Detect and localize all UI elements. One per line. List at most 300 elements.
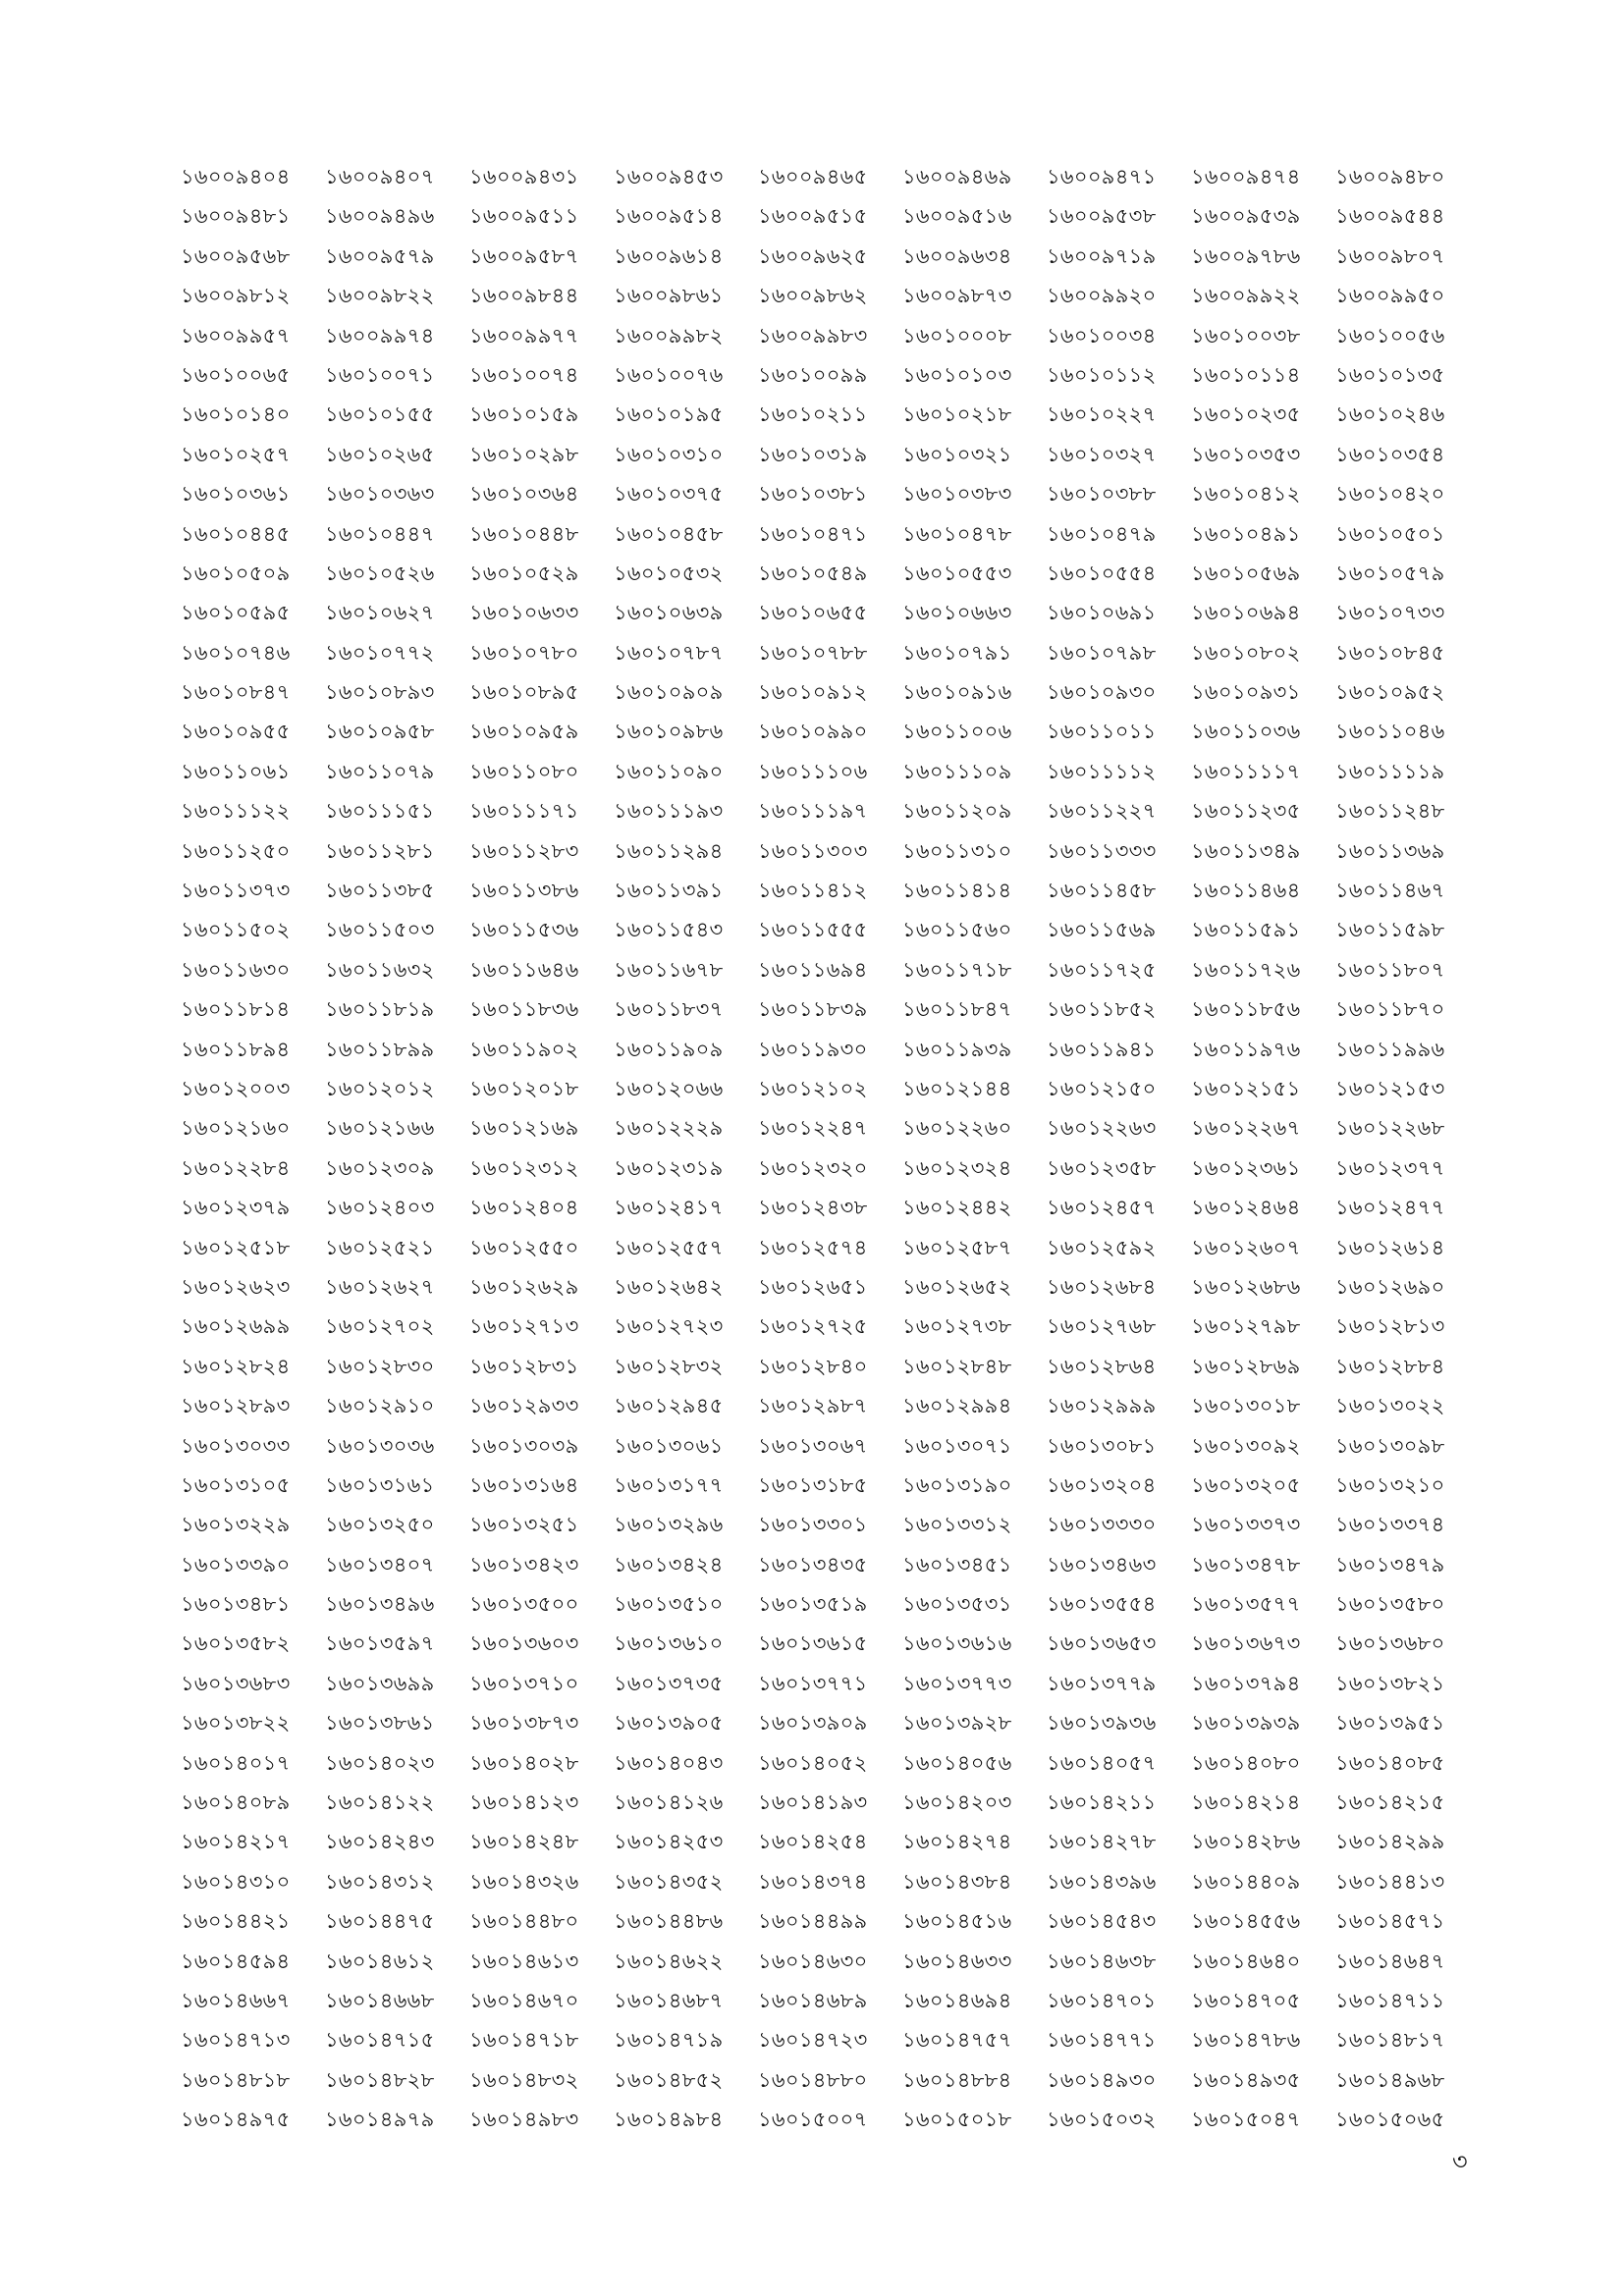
- roll-number-cell: ১৬০১৪৪৮০: [469, 1909, 579, 1934]
- roll-number-cell: ১৬০১২৮১৩: [1335, 1314, 1445, 1339]
- roll-number-cell: ১৬০১০২১৮: [902, 402, 1012, 427]
- roll-number-cell: ১৬০১০৯৫৮: [325, 720, 435, 744]
- roll-number-cell: ১৬০১০৫৪৯: [758, 561, 868, 585]
- roll-number-cell: ১৬০০৯৫১৫: [758, 204, 868, 229]
- roll-number-cell: ১৬০১৩১৮৫: [758, 1472, 868, 1497]
- roll-number-cell: ১৬০১১৫৯১: [1191, 918, 1301, 942]
- roll-number-cell: ১৬০১১৫৯৮: [1335, 918, 1445, 942]
- roll-number-cell: ১৬০১৪১২৬: [614, 1790, 724, 1815]
- roll-number-cell: ১৬০১১৬৩০: [181, 957, 291, 982]
- roll-number-cell: ১৬০১৪৭০১: [1047, 1988, 1157, 2012]
- roll-number-cell: ১৬০১২১৫১: [1191, 1076, 1301, 1100]
- roll-number-cell: ১৬০১১৭২৫: [1047, 957, 1157, 982]
- roll-number-cell: ১৬০১০৭৮০: [469, 640, 579, 665]
- roll-number-cell: ১৬০১০৫৬৯: [1191, 561, 1301, 585]
- roll-number-cell: ১৬০১৪১২২: [325, 1790, 435, 1815]
- roll-number-cell: ১৬০১৩৫৩১: [902, 1592, 1012, 1617]
- roll-number-cell: ১৬০১৩৬১৫: [758, 1631, 868, 1656]
- roll-number-cell: ১৬০১৩০১৮: [1191, 1394, 1301, 1418]
- roll-number-cell: ১৬০১৩৬৫৩: [1047, 1631, 1157, 1656]
- roll-number-cell: ১৬০১৪০৫২: [758, 1750, 868, 1775]
- roll-number-cell: ১৬০১১২৮৩: [469, 838, 579, 863]
- roll-number-cell: ১৬০১২৪৩৮: [758, 1196, 868, 1220]
- roll-number-cell: ১৬০১৪২১১: [1047, 1790, 1157, 1815]
- roll-number-cell: ১৬০১৪৮৮০: [758, 2067, 868, 2092]
- roll-number-cell: ১৬০১২১০২: [758, 1076, 868, 1100]
- roll-number-cell: ১৬০১১৩০৩: [758, 838, 868, 863]
- roll-number-cell: ১৬০১৪৮১৮: [181, 2067, 291, 2092]
- roll-number-cell: ১৬০১৪১২৩: [469, 1790, 579, 1815]
- roll-number-cell: ১৬০১২৪০৪: [469, 1196, 579, 1220]
- roll-number-cell: ১৬০১২৯৩৩: [469, 1394, 579, 1418]
- roll-number-cell: ১৬০১১৮৩৭: [614, 997, 724, 1022]
- roll-number-cell: ১৬০১২৭৯৮: [1191, 1314, 1301, 1339]
- roll-number-cell: ১৬০১০২৯৮: [469, 442, 579, 466]
- roll-number-cell: ১৬০১০০৭৪: [469, 362, 579, 387]
- roll-number-cell: ১৬০১৪২৫৩: [614, 1830, 724, 1854]
- roll-number-cell: ১৬০১১৮৫২: [1047, 997, 1157, 1022]
- roll-number-cell: ১৬০১৩১০৫: [181, 1472, 291, 1497]
- roll-number-cell: ১৬০১৩১৭৭: [614, 1472, 724, 1497]
- roll-number-cell: ১৬০১৩৬৯৯: [325, 1671, 435, 1695]
- roll-number-cell: ১৬০১২৩২০: [758, 1155, 868, 1180]
- roll-number-cell: ১৬০১০৫৩২: [614, 561, 724, 585]
- roll-number-cell: ১৬০১৫০৪৭: [1191, 2108, 1301, 2132]
- roll-number-cell: ১৬০১৪২১৫: [1335, 1790, 1445, 1815]
- roll-number-cell: ১৬০১০৭৪৬: [181, 640, 291, 665]
- roll-number-cell: ১৬০১৪৬৩৩: [902, 1949, 1012, 1973]
- roll-number-cell: ১৬০১৩২৯৬: [614, 1513, 724, 1537]
- roll-number-cell: ১৬০১১৯৩৯: [902, 1037, 1012, 1061]
- roll-number-cell: ১৬০১২৯৯৪: [902, 1394, 1012, 1418]
- roll-number-cell: ১৬০১০৮৪৫: [1335, 640, 1445, 665]
- roll-number-cell: ১৬০১০৭৮৭: [614, 640, 724, 665]
- roll-number-cell: ১৬০১১০১১: [1047, 720, 1157, 744]
- roll-number-cell: ১৬০১২৮৪৮: [902, 1354, 1012, 1378]
- roll-number-cell: ১৬০১০৯৯০: [758, 720, 868, 744]
- roll-number-cell: ১৬০১১২০৯: [902, 799, 1012, 824]
- roll-number-cell: ১৬০১৩৯০৫: [614, 1711, 724, 1735]
- roll-number-cell: ১৬০১২২৬৩: [1047, 1116, 1157, 1141]
- roll-number-cell: ১৬০১৩৪৫১: [902, 1552, 1012, 1576]
- roll-number-cell: ১৬০১৩৫৮২: [181, 1631, 291, 1656]
- roll-number-cell: ১৬০১১৮৯৯: [325, 1037, 435, 1061]
- roll-number-cell: ১৬০১০৮৪৭: [181, 680, 291, 705]
- roll-number-cell: ১৬০১৪২৫৪: [758, 1830, 868, 1854]
- roll-number-grid: [181, 157, 1477, 2140]
- roll-number-cell: ১৬০১৪৬২২: [614, 1949, 724, 1973]
- roll-number-cell: ১৬০১৪৪৮৬: [614, 1909, 724, 1934]
- roll-number-cell: ১৬০১২৬৯০: [1335, 1274, 1445, 1299]
- roll-number-cell: ১৬০১২৫৯২: [1047, 1235, 1157, 1259]
- roll-number-cell: ১৬০১২২৪৭: [758, 1116, 868, 1141]
- roll-number-cell: ১৬০১১১৯৭: [758, 799, 868, 824]
- roll-number-cell: ১৬০১০০৭১: [325, 362, 435, 387]
- roll-number-cell: ১৬০১০৫০৯: [181, 561, 291, 585]
- roll-number-cell: ১৬০১১৩৩৩: [1047, 838, 1157, 863]
- roll-number-cell: ১৬০১১৫৫৫: [758, 918, 868, 942]
- roll-number-cell: ১৬০১২৮৩১: [469, 1354, 579, 1378]
- roll-number-cell: ১৬০১৩৯২৮: [902, 1711, 1012, 1735]
- roll-number-cell: ১৬০০৯৯২০: [1047, 284, 1157, 308]
- roll-number-cell: ১৬০১৩১৯০: [902, 1472, 1012, 1497]
- roll-number-cell: ১৬০১১৮৫৬: [1191, 997, 1301, 1022]
- roll-number-cell: ১৬০১৪৭১১: [1335, 1988, 1445, 2012]
- roll-number-cell: ১৬০০৯৫৩৯: [1191, 204, 1301, 229]
- roll-number-cell: ১৬০১২২৬৮: [1335, 1116, 1445, 1141]
- roll-number-cell: ১৬০১০৭৭২: [325, 640, 435, 665]
- roll-number-cell: ১৬০১০৫২৬: [325, 561, 435, 585]
- roll-number-cell: ১৬০১৪২০৩: [902, 1790, 1012, 1815]
- roll-number-cell: ১৬০১০৬৯৪: [1191, 601, 1301, 625]
- roll-number-cell: ১৬০১১৩৮৬: [469, 879, 579, 903]
- roll-number-cell: ১৬০১২০৬৬: [614, 1076, 724, 1100]
- roll-number-cell: ১৬০১০৪৭৯: [1047, 521, 1157, 546]
- roll-number-cell: ১৬০১৩৪৭৯: [1335, 1552, 1445, 1576]
- roll-number-cell: ১৬০১২৬৫১: [758, 1274, 868, 1299]
- roll-number-cell: ১৬০১১৬৯৪: [758, 957, 868, 982]
- roll-number-cell: ১৬০১২৮৩০: [325, 1354, 435, 1378]
- roll-number-cell: ১৬০০৯৮১২: [181, 284, 291, 308]
- roll-number-cell: ১৬০০৯৯৮২: [614, 323, 724, 347]
- roll-number-cell: ১৬০১৩৬৮৩: [181, 1671, 291, 1695]
- roll-number-cell: ১৬০১১২৩৫: [1191, 799, 1301, 824]
- roll-number-cell: ১৬০১৩০৯৮: [1335, 1433, 1445, 1458]
- roll-number-cell: ১৬০০৯৪০৪: [181, 165, 291, 188]
- roll-number-cell: ১৬০১০১১২: [1047, 362, 1157, 387]
- roll-number-cell: ১৬০০৯৫৬৮: [181, 243, 291, 268]
- roll-number-cell: ১৬০১৩৭৯৪: [1191, 1671, 1301, 1695]
- roll-number-cell: ১৬০১০৪৫৮: [614, 521, 724, 546]
- roll-number-cell: ১৬০১১৯৪১: [1047, 1037, 1157, 1061]
- roll-number-cell: ১৬০১৩৮২১: [1335, 1671, 1445, 1695]
- roll-number-cell: ১৬০১০৩৬৪: [469, 482, 579, 507]
- roll-number-cell: ১৬০১৩৫৯৭: [325, 1631, 435, 1656]
- roll-number-cell: ১৬০১৪৫৯৪: [181, 1949, 291, 1973]
- roll-number-cell: ১৬০১২৭১৩: [469, 1314, 579, 1339]
- roll-number-cell: ১৬০১৪২৪৩: [325, 1830, 435, 1854]
- roll-number-cell: ১৬০১০১৫৯: [469, 402, 579, 427]
- roll-number-cell: ১৬০১৪৪০৯: [1191, 1869, 1301, 1894]
- roll-number-cell: ১৬০১৩২০৪: [1047, 1472, 1157, 1497]
- roll-number-cell: ১৬০০৯৫৮৭: [469, 243, 579, 268]
- roll-number-cell: ১৬০১০৮৯৫: [469, 680, 579, 705]
- roll-number-cell: ১৬০১৩৮৬১: [325, 1711, 435, 1735]
- roll-number-cell: ১৬০১৪৯৭৫: [181, 2108, 291, 2132]
- roll-number-cell: ১৬০১২৮৩২: [614, 1354, 724, 1378]
- roll-number-cell: ১৬০১২৩৭৯: [181, 1196, 291, 1220]
- roll-number-cell: ১৬০১০৯১২: [758, 680, 868, 705]
- roll-number-cell: ১৬০১৪৩৫২: [614, 1869, 724, 1894]
- roll-number-cell: ১৬০১০৭৯৮: [1047, 640, 1157, 665]
- roll-number-cell: ১৬০১১৩৭৩: [181, 879, 291, 903]
- roll-number-cell: ১৬০১৪৯৩০: [1047, 2067, 1157, 2092]
- roll-number-cell: ১৬০১২৮৪০: [758, 1354, 868, 1378]
- roll-number-cell: ১৬০১৪৭১৮: [469, 2028, 579, 2053]
- roll-number-cell: ১৬০১১৩৬৯: [1335, 838, 1445, 863]
- roll-number-cell: ১৬০১২৯৪৫: [614, 1394, 724, 1418]
- roll-number-cell: ১৬০১৪৩১০: [181, 1869, 291, 1894]
- roll-number-cell: ১৬০১০০৬৫: [181, 362, 291, 387]
- roll-number-cell: ১৬০১২৩৭৭: [1335, 1155, 1445, 1180]
- roll-number-cell: ১৬০১১৬৭৮: [614, 957, 724, 982]
- roll-number-cell: ১৬০১৩৯০৯: [758, 1711, 868, 1735]
- roll-number-cell: ১৬০১২৩০৯: [325, 1155, 435, 1180]
- roll-number-cell: ১৬০১০৭৯১: [902, 640, 1012, 665]
- roll-number-cell: ১৬০১৪৩১২: [325, 1869, 435, 1894]
- roll-number-cell: ১৬০১০৩৮৩: [902, 482, 1012, 507]
- roll-number-cell: ১৬০০৯৮২২: [325, 284, 435, 308]
- roll-number-cell: ১৬০১২৯১০: [325, 1394, 435, 1418]
- roll-number-cell: ১৬০১১৩১০: [902, 838, 1012, 863]
- roll-number-cell: ১৬০১১৩৮৫: [325, 879, 435, 903]
- roll-number-cell: ১৬০১৩৩৯০: [181, 1552, 291, 1576]
- roll-number-cell: ১৬০১০৩৬১: [181, 482, 291, 507]
- roll-number-cell: ১৬০১১৮৭০: [1335, 997, 1445, 1022]
- roll-number-cell: ১৬০১৩১৬৪: [469, 1472, 579, 1497]
- roll-number-cell: ১৬০১২৭২৩: [614, 1314, 724, 1339]
- roll-number-cell: ১৬০১১২৫০: [181, 838, 291, 863]
- roll-number-cell: ১৬০১৪৮৩২: [469, 2067, 579, 2092]
- roll-number-cell: ১৬০১৪৬১২: [325, 1949, 435, 1973]
- roll-number-cell: ১৬০১০৬৫৫: [758, 601, 868, 625]
- roll-number-cell: ১৬০১১৮৩৬: [469, 997, 579, 1022]
- roll-number-cell: ১৬০১১১১২: [1047, 759, 1157, 783]
- roll-number-cell: ১৬০১৩৪২৪: [614, 1552, 724, 1576]
- roll-number-cell: ১৬০১২৫৫৭: [614, 1235, 724, 1259]
- roll-number-cell: ১৬০১৩৭৭১: [758, 1671, 868, 1695]
- roll-number-cell: ১৬০১২৩১৯: [614, 1155, 724, 1180]
- roll-number-cell: ১৬০১১৫৬০: [902, 918, 1012, 942]
- roll-number-cell: ১৬০১৩৪৯৬: [325, 1592, 435, 1617]
- roll-number-cell: ১৬০১১৪৬৭: [1335, 879, 1445, 903]
- roll-number-cell: ১৬০০৯৯৫৭: [181, 323, 291, 347]
- roll-number-cell: ১৬০০৯৪৭৪: [1191, 165, 1301, 188]
- roll-number-cell: ১৬০০৯৮৬২: [758, 284, 868, 308]
- roll-number-cell: ১৬০১৩৪২৩: [469, 1552, 579, 1576]
- roll-number-cell: ১৬০১৪৬৭০: [469, 1988, 579, 2012]
- roll-number-cell: ১৬০১৪৩৭৪: [758, 1869, 868, 1894]
- roll-number-cell: ১৬০১৩২২৯: [181, 1513, 291, 1537]
- roll-number-cell: ১৬০০৯৭৮৬: [1191, 243, 1301, 268]
- roll-number-cell: ১৬০১৪৮১৭: [1335, 2028, 1445, 2053]
- roll-number-cell: ১৬০১৪৪২১: [181, 1909, 291, 1934]
- roll-number-cell: ১৬০১৪০৫৬: [902, 1750, 1012, 1775]
- roll-number-cell: ১৬০০৯৯৮৩: [758, 323, 868, 347]
- roll-number-cell: ১৬০১৩২৫০: [325, 1513, 435, 1537]
- roll-number-cell: ১৬০১২৩৫৮: [1047, 1155, 1157, 1180]
- roll-number-cell: ১৬০১৪৬৪০: [1191, 1949, 1301, 1973]
- roll-number-cell: ১৬০১০৩৫৩: [1191, 442, 1301, 466]
- roll-number-cell: ১৬০১২৮৮৪: [1335, 1354, 1445, 1378]
- roll-number-cell: ১৬০১৪৬৮৯: [758, 1988, 868, 2012]
- roll-number-cell: ১৬০১০০৩৮: [1191, 323, 1301, 347]
- roll-number-cell: ১৬০১৪৯৭৯: [325, 2108, 435, 2132]
- roll-number-cell: ১৬০১২৫৮৭: [902, 1235, 1012, 1259]
- roll-number-cell: ১৬০১০১৯৫: [614, 402, 724, 427]
- roll-number-cell: ১৬০১০৪৯১: [1191, 521, 1301, 546]
- roll-number-cell: ১৬০১৩৪৭৮: [1191, 1552, 1301, 1576]
- roll-number-cell: ১৬০১০১৫৫: [325, 402, 435, 427]
- roll-number-cell: ১৬০১৩০৮১: [1047, 1433, 1157, 1458]
- roll-number-cell: ১৬০১৩৬৭৩: [1191, 1631, 1301, 1656]
- roll-number-cell: ১৬০১৩২০৫: [1191, 1472, 1301, 1497]
- roll-number-cell: ১৬০১৩২৫১: [469, 1513, 579, 1537]
- roll-number-cell: ১৬০১১৬৪৬: [469, 957, 579, 982]
- roll-number-cell: ১৬০০৯৪৭১: [1047, 165, 1157, 188]
- roll-number-cell: ১৬০১০২৪৬: [1335, 402, 1445, 427]
- roll-number-cell: ১৬০১০৪৪৮: [469, 521, 579, 546]
- roll-number-cell: ১৬০১৩৫১০: [614, 1592, 724, 1617]
- roll-number-cell: ১৬০০৯৮০৭: [1335, 243, 1445, 268]
- roll-number-cell: ১৬০১০৩৭৫: [614, 482, 724, 507]
- roll-number-cell: ১৬০০৯৪৫৩: [614, 165, 724, 188]
- roll-number-cell: ১৬০১০২২৭: [1047, 402, 1157, 427]
- roll-number-cell: ১৬০১১০৭৯: [325, 759, 435, 783]
- roll-number-cell: ১৬০১৩৮২২: [181, 1711, 291, 1735]
- roll-number-cell: ১৬০১৩০৩৯: [469, 1433, 579, 1458]
- roll-number-cell: ১৬০১৪২৪৮: [469, 1830, 579, 1854]
- roll-number-cell: ১৬০১৫০৬৫: [1335, 2108, 1445, 2132]
- roll-number-cell: ১৬০১০৯৫২: [1335, 680, 1445, 705]
- roll-number-cell: ১৬০১৪১৯৩: [758, 1790, 868, 1815]
- roll-number-cell: ১৬০১০৩৫৪: [1335, 442, 1445, 466]
- roll-number-cell: ১৬০১১৪৬৪: [1191, 879, 1301, 903]
- roll-number-cell: ১৬০১৪৬৩০: [758, 1949, 868, 1973]
- roll-number-cell: ১৬০১০৫০১: [1335, 521, 1445, 546]
- roll-number-cell: ১৬০১১৯৯৬: [1335, 1037, 1445, 1061]
- roll-number-cell: ১৬০১২২৬৭: [1191, 1116, 1301, 1141]
- roll-number-cell: ১৬০১২৭৬৮: [1047, 1314, 1157, 1339]
- roll-number-cell: ১৬০১০০৩৪: [1047, 323, 1157, 347]
- roll-number-cell: ১৬০১১১৭১: [469, 799, 579, 824]
- roll-number-cell: ১৬০১৪৪৭৫: [325, 1909, 435, 1934]
- roll-number-cell: ১৬০১১৮১৯: [325, 997, 435, 1022]
- roll-number-cell: ১৬০১১৮১৪: [181, 997, 291, 1022]
- roll-number-cell: ১৬০১১৪১৪: [902, 879, 1012, 903]
- roll-number-cell: ১৬০১২৬৮৬: [1191, 1274, 1301, 1299]
- roll-number-cell: ১৬০১১৫৪৩: [614, 918, 724, 942]
- roll-number-cell: ১৬০১২০১৮: [469, 1076, 579, 1100]
- roll-number-cell: ১৬০১৪৫৫৬: [1191, 1909, 1301, 1934]
- roll-number-cell: ১৬০১৪২৭৮: [1047, 1830, 1157, 1854]
- roll-number-cell: ১৬০১০৫২৯: [469, 561, 579, 585]
- roll-number-cell: ১৬০১২৬৯৯: [181, 1314, 291, 1339]
- roll-number-cell: ১৬০১২৭৩৮: [902, 1314, 1012, 1339]
- roll-number-cell: ১৬০১৩০২২: [1335, 1394, 1445, 1418]
- roll-number-cell: ১৬০১২১৬০: [181, 1116, 291, 1141]
- roll-number-cell: ১৬০১৪৬১৩: [469, 1949, 579, 1973]
- roll-number-cell: ১৬০১৪২৯৯: [1335, 1830, 1445, 1854]
- roll-number-cell: ১৬০১৩৮৭৩: [469, 1711, 579, 1735]
- roll-number-cell: ১৬০০৯৬২৫: [758, 243, 868, 268]
- roll-number-cell: ১৬০০৯৪০৭: [325, 165, 435, 188]
- roll-number-cell: ১৬০১২৪৪২: [902, 1196, 1012, 1220]
- roll-number-cell: ১৬০১৪৭৭১: [1047, 2028, 1157, 2053]
- roll-number-cell: ১৬০১০৩৮৮: [1047, 482, 1157, 507]
- roll-number-cell: ১৬০১২৫৭৪: [758, 1235, 868, 1259]
- roll-number-cell: ১৬০১১১১৭: [1191, 759, 1301, 783]
- roll-number-cell: ১৬০১০৮০২: [1191, 640, 1301, 665]
- roll-number-cell: ১৬০১১৯৩০: [758, 1037, 868, 1061]
- roll-number-cell: ১৬০১২১৪৪: [902, 1076, 1012, 1100]
- roll-number-cell: ১৬০১০৯৮৬: [614, 720, 724, 744]
- roll-number-cell: ১৬০১০০৭৬: [614, 362, 724, 387]
- roll-number-cell: ১৬০১২০০৩: [181, 1076, 291, 1100]
- roll-number-cell: ১৬০১১৮৪৭: [902, 997, 1012, 1022]
- roll-number-cell: ১৬০১২৯৮৭: [758, 1394, 868, 1418]
- roll-number-cell: ১৬০১৩০৯২: [1191, 1433, 1301, 1458]
- roll-number-cell: ১৬০১৪৭০৫: [1191, 1988, 1301, 2012]
- roll-number-cell: ১৬০০৯৪৬৯: [902, 165, 1012, 188]
- roll-number-cell: ১৬০১২৬২৭: [325, 1274, 435, 1299]
- roll-number-cell: ১৬০১০৯৩০: [1047, 680, 1157, 705]
- roll-number-cell: ১৬০১০৯১৬: [902, 680, 1012, 705]
- roll-number-cell: ১৬০১১৮৩৯: [758, 997, 868, 1022]
- roll-number-cell: ১৬০১২৬৪২: [614, 1274, 724, 1299]
- roll-number-cell: ১৬০১১১২২: [181, 799, 291, 824]
- roll-number-cell: ১৬০১০০৫৬: [1335, 323, 1445, 347]
- roll-number-cell: ১৬০১৪২৮৬: [1191, 1830, 1301, 1854]
- roll-number-cell: ১৬০১০৬৯১: [1047, 601, 1157, 625]
- roll-number-cell: ১৬০১৪৭১৩: [181, 2028, 291, 2053]
- roll-number-cell: ১৬০১৩৪০৭: [325, 1552, 435, 1576]
- roll-number-cell: ১৬০১৩১৬১: [325, 1472, 435, 1497]
- roll-number-cell: ১৬০১২৪৬৪: [1191, 1196, 1301, 1220]
- roll-number-cell: ১৬০১২৮৬৯: [1191, 1354, 1301, 1378]
- roll-number-cell: ১৬০১২৬২৩: [181, 1274, 291, 1299]
- roll-number-cell: ১৬০০৯৫১১: [469, 204, 579, 229]
- roll-number-cell: ১৬০১০৬৩৩: [469, 601, 579, 625]
- roll-number-cell: ১৬০১৪০৮০: [1191, 1750, 1301, 1775]
- roll-number-cell: ১৬০১৪৭২৩: [758, 2028, 868, 2053]
- roll-number-cell: ১৬০১৪০২৩: [325, 1750, 435, 1775]
- roll-number-cell: ১৬০১৪৮২৮: [325, 2067, 435, 2092]
- roll-number-cell: ১৬০১২১৫০: [1047, 1076, 1157, 1100]
- roll-number-cell: ১৬০১২৬১৪: [1335, 1235, 1445, 1259]
- roll-number-cell: ১৬০০৯৪৮০: [1335, 165, 1445, 188]
- roll-number-cell: ১৬০১১৯০৯: [614, 1037, 724, 1061]
- roll-number-cell: ১৬০১২২৬০: [902, 1116, 1012, 1141]
- roll-number-cell: ১৬০১১০৩৬: [1191, 720, 1301, 744]
- roll-number-cell: ১৬০১২২৮৪: [181, 1155, 291, 1180]
- roll-number-cell: ১৬০১১৯০২: [469, 1037, 579, 1061]
- roll-number-cell: ১৬০০৯৬৩৪: [902, 243, 1012, 268]
- roll-number-cell: ১৬০১৩৫৭৭: [1191, 1592, 1301, 1617]
- roll-number-cell: ১৬০১০৫৫৩: [902, 561, 1012, 585]
- roll-number-cell: ১৬০১০৬২৭: [325, 601, 435, 625]
- roll-number-cell: ১৬০১৩৭১০: [469, 1671, 579, 1695]
- roll-number-cell: ১৬০১০৫৯৫: [181, 601, 291, 625]
- roll-number-cell: ১৬০১৪২১৪: [1191, 1790, 1301, 1815]
- roll-number-cell: ১৬০১৪৬৬৮: [325, 1988, 435, 2012]
- roll-number-cell: ১৬০০৯৫৭৯: [325, 243, 435, 268]
- roll-number-cell: ১৬০১৪০৫৭: [1047, 1750, 1157, 1775]
- roll-number-cell: ১৬০১৩৯৩৯: [1191, 1711, 1301, 1735]
- roll-number-cell: ১৬০১১০৮০: [469, 759, 579, 783]
- roll-number-cell: ১৬০১৩৪৩৫: [758, 1552, 868, 1576]
- roll-number-cell: ১৬০১১৮৯৪: [181, 1037, 291, 1061]
- roll-number-cell: ১৬০১২৭২৫: [758, 1314, 868, 1339]
- roll-number-cell: ১৬০১৩৩১২: [902, 1513, 1012, 1537]
- roll-number-cell: ১৬০১০৩৬৩: [325, 482, 435, 507]
- roll-number-cell: ১৬০১১৩৪৯: [1191, 838, 1301, 863]
- roll-number-cell: ১৬০০৯৮৬১: [614, 284, 724, 308]
- roll-number-cell: ১৬০০৯৯৭৭: [469, 323, 579, 347]
- roll-number-cell: ১৬০১৪৫১৬: [902, 1909, 1012, 1934]
- roll-number-cell: ১৬০১৪৭৫৭: [902, 2028, 1012, 2053]
- roll-number-cell: ১৬০১৫০০৭: [758, 2108, 868, 2132]
